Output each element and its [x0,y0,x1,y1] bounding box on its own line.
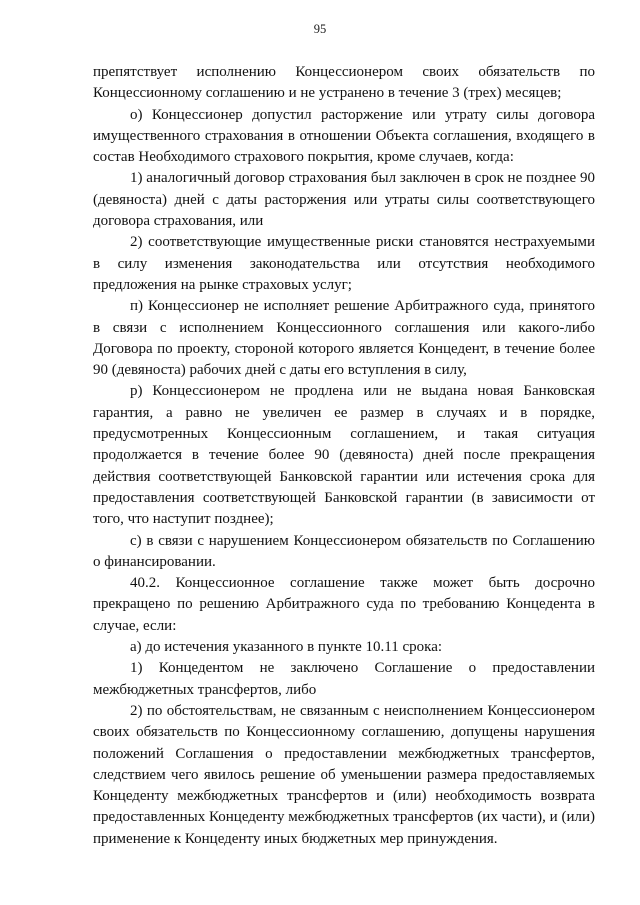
paragraph-clause-40-2: 40.2. Концессионное соглашение также может быть досрочно прекращено по решению Арбитражного суда по требованию Концедента в случае, если: [93,575,595,634]
paragraph-subitem-1: 1) Концедентом не заключено Соглашение о предоставлении межбюджетных трансфертов, либо [93,660,595,698]
paragraph-item-p: п) Концессионер не исполняет решение Арбитражного суда, принятого в связи с исполнением Концессионного соглашения или какого-либо Договора по проекту, стороной которого является Концедент, в течение более 90 (девяноста) рабочих дней с даты его вступления в силу, [93,298,595,379]
paragraph-continuation: препятствует исполнению Концессионером своих обязательств по Концессионному соглашению и не устранено в течение 3 (трех) месяцев; [93,64,595,102]
paragraph-item-o: о) Концессионер допустил расторжение или утрату силы договора имущественного страхования в отношении Объекта соглашения, входящего в состав Необходимого страхового покрытия, кроме случаев, когда: [93,106,595,166]
paragraph-item-r: р) Концессионером не продлена или не выдана новая Банковская гарантия, а равно не увеличен ее размер в случаях и в порядке, предусмотренных Концессионным соглашением, и такая ситуация продолжается в течение более 90 (девяноста) дней после прекращения действия соответствующей Банковской гарантии или истечения срока для предоставления соответствующей Банковской гарантии (в зависимости от того, что наступит позднее); [93,383,595,528]
page-number: 95 [313,22,327,36]
paragraph-subitem-1: 1) аналогичный договор страхования был заключен в срок не позднее 90 (девяноста) дней с даты расторжения или утраты силы соответствующего договора страхования, или [93,170,595,230]
paragraph-item-a: а) до истечения указанного в пункте 10.11 срока: [130,639,443,656]
document-body [93,62,595,850]
paragraph-subitem-2: 2) соответствующие имущественные риски становятся нестрахуемыми в силу изменения законодательства или отсутствия необходимого предложения на рынке страховых услуг; [93,234,595,293]
paragraph-item-s: с) в связи с нарушением Концессионером обязательств по Соглашению о финансировании. [93,532,595,570]
paragraph-subitem-2: 2) по обстоятельствам, не связанным с неисполнением Концессионером своих обязательств по Концессионному соглашению, допущены нарушения положений Соглашения о предоставлении межбюджетных трансфертов, следствием чего явилось решение об уменьшении размера предоставляемых Концеденту межбюджетных трансфертов и (или) необходимость возврата предоставленных Концеденту межбюджетных трансфертов (их части), и (или) применение к Концеденту иных бюджетных мер принуждения. [93,702,595,847]
